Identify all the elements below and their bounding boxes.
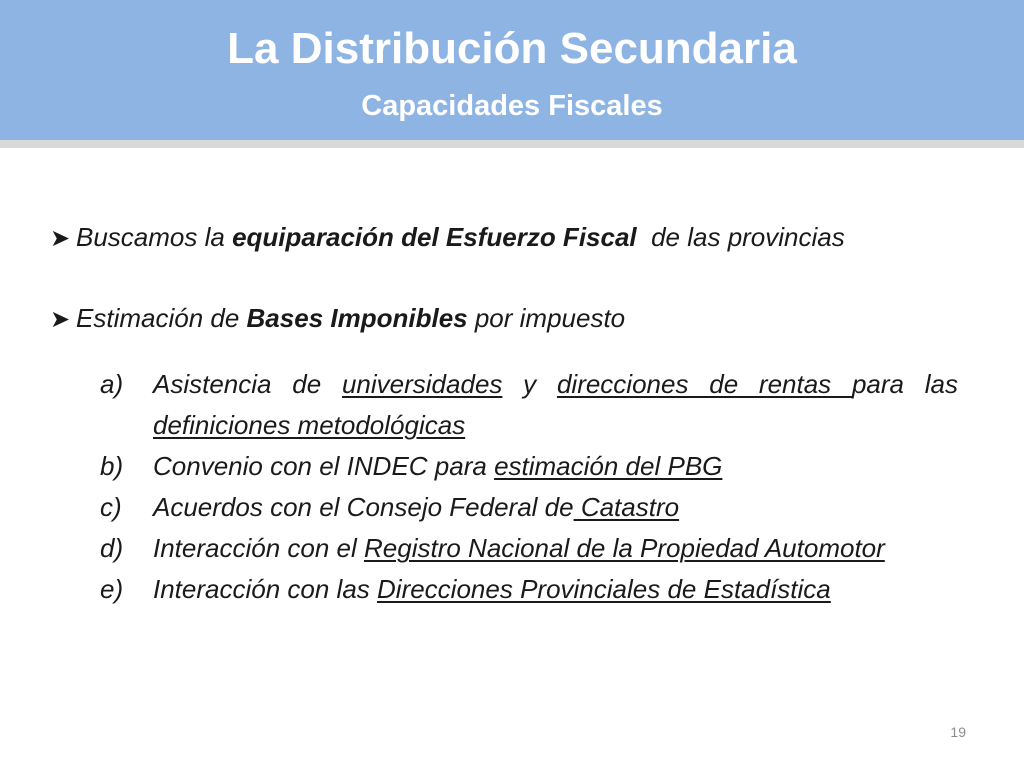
list-letter: b)	[100, 451, 124, 481]
list-item	[100, 446, 958, 487]
bullet-text-bold: equiparación del Esfuerzo Fiscal	[232, 222, 637, 252]
text-run: para las	[851, 369, 958, 399]
list-item-text	[153, 569, 958, 610]
underlined-term: universidades	[341, 369, 503, 399]
bullet-text-pre: Estimación de	[76, 303, 247, 333]
arrow-bullet-icon: ➤	[50, 306, 71, 333]
text-run: Interacción con el	[153, 533, 365, 563]
text-run: Interacción con las	[153, 574, 378, 604]
list-item	[100, 364, 958, 446]
list-item-text	[153, 487, 958, 528]
header-divider	[0, 140, 1024, 148]
list-item-text	[153, 446, 958, 487]
sub-list	[100, 364, 958, 610]
list-letter: a)	[100, 369, 124, 399]
slide-title: La Distribución Secundaria	[227, 24, 797, 73]
text-run: Acuerdos con el Consejo Federal de	[153, 492, 574, 522]
underlined-term: Catastro	[573, 492, 680, 522]
bullet-text-post: de las provincias	[636, 222, 845, 252]
text-run: y	[502, 369, 557, 399]
underlined-term: direcciones de rentas	[556, 369, 852, 399]
underlined-term: Direcciones Provinciales de Estadística	[377, 574, 831, 604]
bullet-text-bold: Bases Imponibles	[246, 303, 468, 333]
bullet-text-pre: Buscamos la	[76, 222, 233, 252]
list-item	[100, 569, 958, 610]
list-item-text	[153, 528, 958, 569]
underlined-term: estimación del PBG	[494, 451, 723, 481]
list-letter: c)	[100, 492, 122, 522]
slide-subtitle: Capacidades Fiscales	[361, 90, 663, 122]
bullet-esfuerzo-fiscal	[50, 221, 980, 255]
text-run: Convenio con el INDEC para	[153, 451, 495, 481]
arrow-bullet-icon: ➤	[50, 225, 71, 252]
list-item	[100, 528, 958, 569]
list-letter: e)	[100, 574, 124, 604]
bullet-bases-imponibles	[50, 302, 980, 336]
page-number: 19	[950, 724, 966, 740]
underlined-term: definiciones metodológicas	[153, 410, 466, 440]
list-letter: d)	[100, 533, 124, 563]
bullet-text-post: por impuesto	[467, 303, 626, 333]
list-item-text	[153, 364, 958, 446]
text-run: Asistencia de	[153, 369, 342, 399]
list-item	[100, 487, 958, 528]
underlined-term: Registro Nacional de la Propiedad Automotor	[364, 533, 885, 563]
